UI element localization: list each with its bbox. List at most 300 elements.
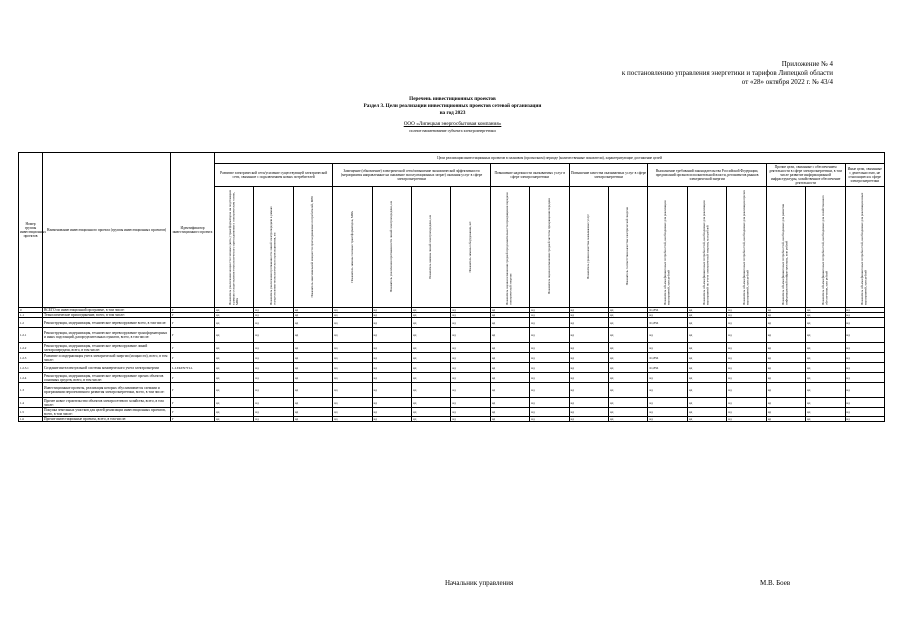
header-subcolumn-3 bbox=[293, 187, 332, 308]
header-col-id: Идентификатор инвестиционного проекта bbox=[171, 153, 215, 308]
row-name: Покупка земельных участков для целей реализации инвестиционных проектов, всего, в том числе: bbox=[43, 408, 171, 417]
signature-position: Начальник управления bbox=[445, 579, 514, 587]
value-cell: нд bbox=[687, 328, 726, 343]
value-cell: нд bbox=[609, 373, 648, 383]
row-identifier: Г bbox=[171, 353, 215, 363]
value-cell: нд bbox=[451, 383, 490, 398]
value-cell: нд bbox=[609, 383, 648, 398]
value-cell: нд bbox=[766, 398, 805, 408]
signature-name: М.В. Боев bbox=[760, 579, 791, 587]
value-cell: нд bbox=[609, 398, 648, 408]
header-subcolumn-label: Показатель увеличения протяженности линий электропередачи, км bbox=[389, 200, 394, 293]
value-cell: нд bbox=[451, 343, 490, 353]
value-cell: нд bbox=[372, 373, 411, 383]
row-name: Реконструкция, модернизация, техническое перевооружение всего, в том числе: bbox=[43, 318, 171, 328]
value-cell: нд bbox=[530, 328, 569, 343]
value-cell: нд bbox=[530, 308, 569, 313]
value-cell: нд bbox=[687, 313, 726, 318]
value-cell: нд bbox=[490, 408, 529, 417]
value-cell: нд bbox=[372, 408, 411, 417]
document-titles bbox=[0, 96, 905, 133]
value-cell: нд bbox=[766, 313, 805, 318]
header-subcolumn-16 bbox=[806, 187, 845, 308]
value-cell: нд bbox=[845, 353, 885, 363]
value-cell: нд bbox=[254, 383, 293, 398]
row-identifier: Г bbox=[171, 308, 215, 313]
value-cell: нд bbox=[215, 373, 254, 383]
title-line-1: Перечень инвестиционных проектов bbox=[409, 96, 496, 102]
value-cell: нд bbox=[412, 313, 451, 318]
value-cell: нд bbox=[372, 318, 411, 328]
value-cell: нд bbox=[490, 313, 529, 318]
value-cell: нд bbox=[451, 328, 490, 343]
value-cell: нд bbox=[333, 308, 372, 313]
value-cell: нд bbox=[412, 408, 451, 417]
value-cell: нд bbox=[215, 343, 254, 353]
header-subcolumn-label: Показатель объема финансовых потребностей, необходимых для развития информационной инфраструктуры, млн рублей bbox=[781, 203, 789, 305]
value-cell: нд bbox=[727, 363, 766, 373]
row-name: Реконструкция, модернизация, техническое перевооружение прочих объектов основных средств, всего, в том числе: bbox=[43, 373, 171, 383]
value-cell: нд bbox=[569, 318, 608, 328]
row-identifier: Г bbox=[171, 373, 215, 383]
value-cell: нд bbox=[293, 363, 332, 373]
header-subcolumn-6 bbox=[412, 187, 451, 308]
header-subcolumn-10 bbox=[569, 187, 608, 308]
value-cell: нд bbox=[687, 343, 726, 353]
organization-name: ООО «Липецкая энергосбытовая компания» bbox=[403, 121, 502, 127]
value-cell: нд bbox=[490, 328, 529, 343]
value-cell: нд bbox=[766, 363, 805, 373]
value-cell: нд bbox=[530, 408, 569, 417]
value-cell: нд bbox=[372, 417, 411, 422]
row-identifier: Г bbox=[171, 328, 215, 343]
value-cell: нд bbox=[490, 373, 529, 383]
header-subcolumn-label: Показатель оценки изменения средней продолжительности прекращения передачи электрической энергии bbox=[505, 192, 514, 305]
value-cell: нд bbox=[845, 383, 885, 398]
value-cell: нд bbox=[372, 363, 411, 373]
value-cell: 61,856 bbox=[648, 308, 687, 313]
value-cell: нд bbox=[687, 417, 726, 422]
row-number: 1.2.1 bbox=[19, 328, 43, 343]
value-cell: нд bbox=[845, 328, 885, 343]
value-cell: нд bbox=[254, 417, 293, 422]
value-cell: нд bbox=[254, 308, 293, 313]
value-cell: нд bbox=[254, 313, 293, 318]
value-cell: нд bbox=[412, 398, 451, 408]
value-cell: нд bbox=[648, 417, 687, 422]
value-cell: нд bbox=[451, 417, 490, 422]
value-cell: нд bbox=[806, 343, 845, 353]
value-cell: нд bbox=[687, 383, 726, 398]
value-cell: нд bbox=[727, 318, 766, 328]
value-cell: нд bbox=[412, 328, 451, 343]
value-cell: нд bbox=[806, 417, 845, 422]
value-cell: нд bbox=[609, 318, 648, 328]
value-cell: нд bbox=[254, 353, 293, 363]
value-cell: нд bbox=[293, 383, 332, 398]
value-cell: нд bbox=[766, 318, 805, 328]
value-cell: нд bbox=[845, 343, 885, 353]
row-number: 1.5 bbox=[19, 408, 43, 417]
header-subcolumn-4 bbox=[333, 187, 372, 308]
value-cell: нд bbox=[766, 343, 805, 353]
appendix-header bbox=[573, 60, 833, 87]
header-subcolumn-label: Показатель замены оборудования, шт. bbox=[467, 220, 472, 273]
table-row bbox=[19, 373, 885, 383]
value-cell: нд bbox=[372, 308, 411, 313]
value-cell: 61,856 bbox=[648, 318, 687, 328]
row-name: Технологическое присоединение, всего, в том числе: bbox=[43, 313, 171, 318]
value-cell: нд bbox=[451, 363, 490, 373]
value-cell: нд bbox=[254, 318, 293, 328]
value-cell: нд bbox=[215, 383, 254, 398]
table-row bbox=[19, 408, 885, 417]
value-cell: нд bbox=[806, 308, 845, 313]
header-subcolumn-label: Показатель замены линий электропередачи, км bbox=[428, 214, 433, 279]
value-cell: нд bbox=[530, 363, 569, 373]
row-identifier: Г bbox=[171, 408, 215, 417]
value-cell: нд bbox=[215, 398, 254, 408]
table-row bbox=[19, 363, 885, 373]
value-cell: нд bbox=[412, 373, 451, 383]
value-cell: нд bbox=[648, 383, 687, 398]
value-cell: нд bbox=[412, 308, 451, 313]
value-cell: нд bbox=[569, 363, 608, 373]
value-cell: нд bbox=[727, 353, 766, 363]
row-number: 1.2.2 bbox=[19, 343, 43, 353]
title-line-3: на год 2023 bbox=[439, 110, 466, 116]
value-cell: нд bbox=[845, 398, 885, 408]
header-group-1: Развитие электрической сети/усиление существующей электрической сети, связанное с подключением новых потребителей bbox=[215, 164, 333, 187]
header-subcolumn-8 bbox=[490, 187, 529, 308]
header-subcolumn-1 bbox=[215, 187, 254, 308]
value-cell: нд bbox=[530, 313, 569, 318]
value-cell: нд bbox=[333, 398, 372, 408]
appendix-line-1: Приложение № 4 bbox=[781, 60, 833, 68]
value-cell: 61,856 bbox=[648, 353, 687, 363]
row-identifier: Г bbox=[171, 313, 215, 318]
value-cell: нд bbox=[490, 363, 529, 373]
value-cell: нд bbox=[254, 398, 293, 408]
value-cell: нд bbox=[333, 417, 372, 422]
value-cell: нд bbox=[293, 328, 332, 343]
value-cell: нд bbox=[569, 398, 608, 408]
row-number: 1.2.3 bbox=[19, 353, 43, 363]
header-subcolumn-label: Показатель увеличения протяженности линий электропередачи в рамках осуществления технологического присоединения, км bbox=[269, 205, 277, 305]
value-cell: нд bbox=[215, 308, 254, 313]
row-identifier: Г bbox=[171, 318, 215, 328]
value-cell: нд bbox=[569, 383, 608, 398]
value-cell: нд bbox=[648, 343, 687, 353]
value-cell: нд bbox=[215, 408, 254, 417]
header-subcolumn-17 bbox=[845, 187, 885, 308]
value-cell: нд bbox=[333, 408, 372, 417]
title-line-2: Раздел 3. Цели реализации инвестиционных проектов сетевой организации bbox=[363, 103, 542, 109]
value-cell: нд bbox=[372, 343, 411, 353]
header-group-6: Прочие цели, связанные с обеспечением деятельности в сфере электроэнергетики, в том числе развитие информационной инфраструктуры, хозяйственное обеспечение деятельности bbox=[766, 164, 845, 187]
header-subcolumn-label: Показатель объема финансовых потребностей, необходимых для реализации прочих мероприятий, млн рублей bbox=[741, 189, 750, 305]
table-row bbox=[19, 383, 885, 398]
value-cell: нд bbox=[766, 417, 805, 422]
value-cell: нд bbox=[806, 353, 845, 363]
value-cell: нд bbox=[215, 353, 254, 363]
header-subcolumn-15 bbox=[766, 187, 805, 308]
value-cell: нд bbox=[609, 308, 648, 313]
value-cell: нд bbox=[412, 417, 451, 422]
value-cell: нд bbox=[845, 363, 885, 373]
value-cell: нд bbox=[530, 343, 569, 353]
value-cell: нд bbox=[806, 373, 845, 383]
value-cell: нд bbox=[293, 408, 332, 417]
value-cell: нд bbox=[215, 417, 254, 422]
appendix-line-3: от «28» октября 2022 г. № 43/4 bbox=[741, 78, 833, 86]
investment-goals-table bbox=[18, 152, 885, 422]
row-identifier: Г bbox=[171, 343, 215, 353]
table-row bbox=[19, 417, 885, 422]
value-cell: нд bbox=[609, 363, 648, 373]
header-subcolumn-11 bbox=[609, 187, 648, 308]
value-cell: нд bbox=[845, 373, 885, 383]
row-identifier: L.LEKEN7TLL bbox=[171, 363, 215, 373]
value-cell: нд bbox=[293, 313, 332, 318]
value-cell: нд bbox=[215, 318, 254, 328]
header-subcolumn-12 bbox=[648, 187, 687, 308]
value-cell: нд bbox=[727, 408, 766, 417]
header-subcolumn-9 bbox=[530, 187, 569, 308]
value-cell: нд bbox=[530, 398, 569, 408]
value-cell: нд bbox=[569, 417, 608, 422]
value-cell: нд bbox=[727, 373, 766, 383]
row-name: Прочие инвестиционные проекты, всего, в том числе: bbox=[43, 417, 171, 422]
value-cell: нд bbox=[727, 383, 766, 398]
value-cell: нд bbox=[727, 417, 766, 422]
row-name: Реконструкция, модернизация, техническое перевооружение линий электропередачи, всего, в том числе: bbox=[43, 343, 171, 353]
value-cell: нд bbox=[254, 408, 293, 417]
value-cell: нд bbox=[845, 408, 885, 417]
value-cell: нд bbox=[766, 408, 805, 417]
header-subcolumn-label: Показатель замены силовых трансформаторов, МВА bbox=[349, 210, 354, 283]
value-cell: нд bbox=[806, 328, 845, 343]
value-cell: нд bbox=[372, 328, 411, 343]
row-name: ВСЕГО по инвестиционной программе, в том числе: bbox=[43, 308, 171, 313]
value-cell: нд bbox=[766, 353, 805, 363]
value-cell: нд bbox=[687, 318, 726, 328]
value-cell: нд bbox=[333, 318, 372, 328]
row-name: Инвестиционные проекты, реализация которых обуславливается схемами и программами перспективного развития электроэнергетики, всего, в том числе: bbox=[43, 383, 171, 398]
header-subcolumn-5 bbox=[372, 187, 411, 308]
value-cell: нд bbox=[333, 363, 372, 373]
row-identifier: Г bbox=[171, 383, 215, 398]
value-cell: нд bbox=[293, 308, 332, 313]
value-cell: нд bbox=[333, 343, 372, 353]
row-number: 1.6 bbox=[19, 417, 43, 422]
value-cell: нд bbox=[806, 383, 845, 398]
header-group-4: Повышение качества оказываемых услуг в сфере электроэнергетики bbox=[569, 164, 648, 187]
value-cell: нд bbox=[806, 313, 845, 318]
value-cell: нд bbox=[766, 373, 805, 383]
value-cell: нд bbox=[569, 353, 608, 363]
value-cell: нд bbox=[806, 408, 845, 417]
value-cell: нд bbox=[766, 308, 805, 313]
value-cell: нд bbox=[333, 313, 372, 318]
table-row bbox=[19, 353, 885, 363]
value-cell: нд bbox=[490, 353, 529, 363]
value-cell: нд bbox=[687, 308, 726, 313]
value-cell: нд bbox=[412, 318, 451, 328]
value-cell: нд bbox=[451, 353, 490, 363]
value-cell: нд bbox=[451, 318, 490, 328]
value-cell: нд bbox=[648, 408, 687, 417]
value-cell: нд bbox=[648, 313, 687, 318]
value-cell: нд bbox=[293, 343, 332, 353]
value-cell: нд bbox=[687, 353, 726, 363]
header-subcolumn-label: Показатель объема финансовых потребностей, необходимых для реализации мероприятий, млн рублей bbox=[663, 200, 671, 305]
table-row bbox=[19, 343, 885, 353]
value-cell: нд bbox=[372, 353, 411, 363]
value-cell: нд bbox=[490, 417, 529, 422]
value-cell: нд bbox=[727, 398, 766, 408]
row-identifier: Г bbox=[171, 417, 215, 422]
header-subcolumn-7 bbox=[451, 187, 490, 308]
table-body bbox=[19, 308, 885, 422]
value-cell: нд bbox=[727, 328, 766, 343]
value-cell: нд bbox=[451, 373, 490, 383]
value-cell: нд bbox=[254, 343, 293, 353]
header-col-name: Наименование инвестиционного проекта (группы инвестиционных проектов) bbox=[43, 153, 171, 308]
header-subcolumn-label: Показатель увеличения мощности силовых (авто-) трансформаторов на подстанциях в рамках осуществления технологического присоединения к электрическим сетям, МВА bbox=[227, 189, 239, 305]
header-subcolumn-label: Показатель оценки изменения средней частоты прекращения передачи bbox=[546, 198, 551, 295]
value-cell: нд bbox=[333, 373, 372, 383]
table-row bbox=[19, 398, 885, 408]
header-subcolumn-label: Показатель объема финансовых потребностей, необходимых для реализации иных мероприятий, млн рублей bbox=[860, 192, 868, 305]
value-cell: нд bbox=[609, 313, 648, 318]
value-cell: нд bbox=[254, 328, 293, 343]
value-cell: нд bbox=[412, 353, 451, 363]
value-cell: нд bbox=[451, 313, 490, 318]
value-cell: нд bbox=[333, 328, 372, 343]
value-cell: нд bbox=[293, 353, 332, 363]
value-cell: нд bbox=[648, 373, 687, 383]
value-cell: нд bbox=[215, 313, 254, 318]
value-cell: нд bbox=[609, 328, 648, 343]
value-cell: нд bbox=[609, 408, 648, 417]
value-cell: нд bbox=[845, 318, 885, 328]
value-cell: нд bbox=[806, 363, 845, 373]
value-cell: нд bbox=[530, 353, 569, 363]
value-cell: нд bbox=[372, 383, 411, 398]
row-number: 1.1 bbox=[19, 313, 43, 318]
header-subcolumn-label: Показатель соответствия качества электрической энергии bbox=[625, 207, 630, 286]
value-cell: нд bbox=[530, 373, 569, 383]
row-number: 1.4 bbox=[19, 398, 43, 408]
row-name: Реконструкция, модернизация, техническое перевооружение трансформаторных и иных подстанций, распределительных пунктов, всего, в том числе: bbox=[43, 328, 171, 343]
value-cell: нд bbox=[687, 373, 726, 383]
value-cell: нд bbox=[569, 373, 608, 383]
row-number: 1.2.4 bbox=[19, 373, 43, 383]
header-group-3: Повышение надежности оказываемых услуг в сфере электроэнергетики bbox=[490, 164, 569, 187]
header-subcolumn-14 bbox=[727, 187, 766, 308]
value-cell: нд bbox=[254, 373, 293, 383]
value-cell: нд bbox=[766, 383, 805, 398]
value-cell: нд bbox=[727, 308, 766, 313]
value-cell: нд bbox=[569, 308, 608, 313]
value-cell: нд bbox=[569, 328, 608, 343]
value-cell: нд bbox=[569, 313, 608, 318]
value-cell: нд bbox=[451, 408, 490, 417]
header-subcolumn-label: Показатель уровня качества оказываемых услуг bbox=[586, 214, 591, 279]
value-cell: нд bbox=[215, 328, 254, 343]
appendix-line-2: к постановлению управления энергетики и тарифов Липецкой области bbox=[621, 69, 833, 77]
row-number: 0 bbox=[19, 308, 43, 313]
header-group-5: Выполнение требований законодательства Российской Федерации, предписаний органов исполнительной власти, регламентов рынков электрической энергии bbox=[648, 164, 766, 187]
header-col-number: Номер группы инвестиционных проектов bbox=[19, 153, 43, 308]
value-cell: нд bbox=[412, 383, 451, 398]
row-name: Развитие и модернизация учета электрической энергии (мощности), всего, в том числе: bbox=[43, 353, 171, 363]
value-cell: нд bbox=[490, 308, 529, 313]
value-cell: нд bbox=[412, 363, 451, 373]
value-cell: нд bbox=[490, 343, 529, 353]
value-cell: нд bbox=[569, 408, 608, 417]
header-subcolumn-2 bbox=[254, 187, 293, 308]
table-row bbox=[19, 318, 885, 328]
value-cell: нд bbox=[727, 313, 766, 318]
value-cell: нд bbox=[412, 343, 451, 353]
value-cell: нд bbox=[530, 318, 569, 328]
value-cell: нд bbox=[609, 343, 648, 353]
value-cell: нд bbox=[254, 363, 293, 373]
value-cell: нд bbox=[451, 398, 490, 408]
value-cell: нд bbox=[372, 398, 411, 408]
value-cell: нд bbox=[293, 318, 332, 328]
value-cell: нд bbox=[569, 343, 608, 353]
header-group-2: Замещение (обновление) электрической сети/повышение экономической эффективности (мероприятия направленные на снижение эксплуатационных затрат) оказания услуг в сфере электроэнергетики bbox=[333, 164, 491, 187]
value-cell: нд bbox=[687, 363, 726, 373]
row-number: 1.3 bbox=[19, 383, 43, 398]
value-cell: нд bbox=[845, 308, 885, 313]
header-goals-top: Цели реализации инвестиционных проектов в плановом (прогнозном) периоде (количественные показатели), характеризующие достижение целей bbox=[215, 153, 885, 164]
value-cell: нд bbox=[490, 398, 529, 408]
value-cell: нд bbox=[530, 383, 569, 398]
value-cell: нд bbox=[845, 417, 885, 422]
header-group-7: Иные цели, связанные с деятельностью, не относящиеся к сфере электроэнергетики bbox=[845, 164, 885, 187]
row-number: 1.2 bbox=[19, 318, 43, 328]
value-cell: нд bbox=[530, 417, 569, 422]
value-cell: нд bbox=[293, 398, 332, 408]
value-cell: нд bbox=[845, 313, 885, 318]
header-subcolumn-label: Показатель максимальной мощности присоединяемых потребителей, МВт bbox=[310, 195, 315, 298]
table-row bbox=[19, 328, 885, 343]
value-cell: нд bbox=[609, 417, 648, 422]
value-cell: нд bbox=[372, 313, 411, 318]
value-cell: нд bbox=[490, 318, 529, 328]
value-cell: нд bbox=[215, 363, 254, 373]
row-identifier: Г bbox=[171, 398, 215, 408]
value-cell: нд bbox=[766, 328, 805, 343]
value-cell: нд bbox=[333, 353, 372, 363]
value-cell: нд bbox=[806, 318, 845, 328]
value-cell: нд bbox=[609, 353, 648, 363]
value-cell: нд bbox=[687, 398, 726, 408]
value-cell: нд bbox=[727, 343, 766, 353]
value-cell: нд bbox=[687, 408, 726, 417]
row-name: Прочее новое строительство объектов электросетевого хозяйства, всего, в том числе: bbox=[43, 398, 171, 408]
organization-note: полное наименование субъекта электроэнергетики bbox=[409, 128, 496, 133]
value-cell: нд bbox=[293, 373, 332, 383]
value-cell: нд bbox=[293, 417, 332, 422]
header-subcolumn-13 bbox=[687, 187, 726, 308]
value-cell: нд bbox=[490, 383, 529, 398]
value-cell: нд bbox=[806, 398, 845, 408]
